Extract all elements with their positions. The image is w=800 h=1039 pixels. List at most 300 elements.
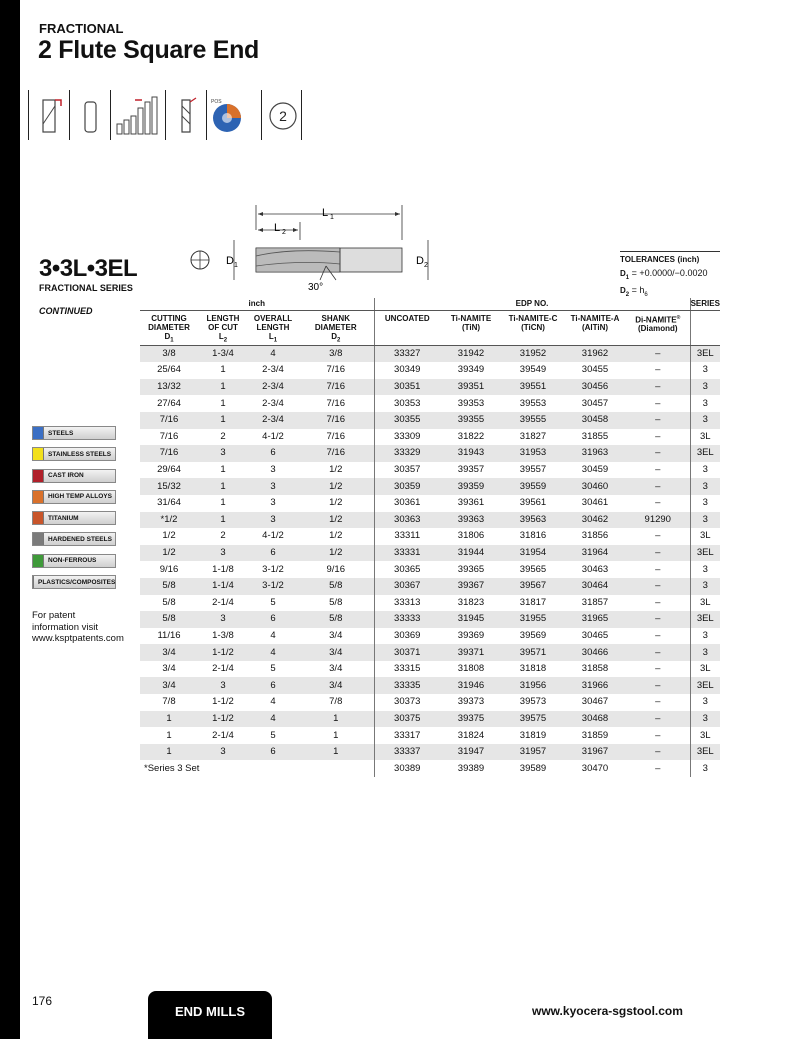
cell-uncoated: 30363 [374,512,440,529]
tolerances-unit: (inch) [677,255,700,264]
tol-d2-label: D [620,285,626,295]
cell-tin: 39371 [440,644,502,661]
table-row [140,462,720,479]
cell-uncoated: 30373 [374,694,440,711]
cell-diamond: – [655,430,661,442]
cell-altin: 31964 [564,545,626,562]
cell-length-of-cut: 1 [198,512,248,529]
cell-altin: 30456 [564,379,626,396]
cell-overall-length: 3 [270,464,276,476]
col-ticn: Ti-NAMITE-C (TiCN) [502,310,564,346]
cell-series: 3 [690,362,720,379]
end-mill-dimension-diagram [190,200,450,292]
table-row [140,561,720,578]
cell-tin: 39375 [440,711,502,728]
cell-overall-length: 6 [248,611,298,628]
material-swatch [33,448,44,460]
cell-tin: 31808 [457,663,485,675]
cell-series: 3 [690,644,720,661]
cell-ticn: 39561 [519,497,547,509]
table-row [140,512,720,529]
cell-shank-diameter: 1/2 [329,497,343,509]
cell-altin: 31962 [564,346,626,363]
cell-uncoated: 30371 [374,644,440,661]
cell-ticn: 31956 [502,677,564,694]
cell-shank-diameter: 3/4 [329,663,343,675]
cell-diamond: – [626,478,690,495]
cell-diamond: – [655,629,661,641]
table-row [140,495,720,512]
table-row [140,727,720,744]
cell-uncoated: 33313 [374,595,440,612]
cell-length-of-cut: 2 [220,430,226,442]
cell-overall-length: 4-1/2 [262,430,284,442]
square-end-icon [28,90,69,140]
table-row [140,528,720,545]
cell-tin: 31824 [457,729,485,741]
cell-overall-length: 4-1/2 [262,530,284,542]
cell-length-of-cut: 1 [220,364,226,376]
cell-length-of-cut: 3 [198,677,248,694]
tol-d1-label: D [620,269,626,278]
cell-altin: 31967 [564,744,626,761]
col-altin: Ti-NAMITE-A (AlTiN) [564,310,626,346]
table-row [140,379,720,396]
table-row [140,429,720,446]
cell-ticn: 31819 [519,729,547,741]
cell-shank-diameter: 1 [333,729,339,741]
group-series: SERIES [690,299,720,308]
cell-shank-diameter: 3/4 [298,677,374,694]
cell-cutting-diameter: 1/2 [140,545,198,562]
cell-tin: 39369 [457,629,485,641]
cell-altin: 30461 [581,497,609,509]
cell-diamond: – [655,729,661,741]
cell-shank-diameter: 7/16 [326,397,345,409]
l2-sub: 2 [282,229,286,236]
cell-cutting-diameter: 1/2 [162,530,176,542]
cell-cutting-diameter: 7/16 [159,430,179,442]
tolerances-box [620,251,720,298]
tolerances-heading: TOLERANCES [620,255,675,264]
cell-ticn: 31817 [519,596,547,608]
cell-uncoated: 33329 [374,445,440,462]
cell-altin: 30455 [581,364,609,376]
cell-tin: 39359 [440,478,502,495]
cell-length-of-cut: 2-1/4 [212,729,234,741]
cell-tin: 31946 [440,677,502,694]
cell-overall-length: 4 [270,696,276,708]
cell-cutting-diameter: 7/8 [162,696,176,708]
cell-cutting-diameter: 25/64 [157,364,181,376]
cell-length-of-cut: 1 [198,412,248,429]
cell-series: 3 [690,760,720,777]
cell-cutting-diameter: 13/32 [140,379,198,396]
cell-series: 3 [690,561,720,578]
col-cutting-diameter: CUTTING DIAMETER $D_1$ [140,310,198,346]
cell-uncoated: 30367 [374,578,440,595]
cell-series: 3L [690,661,720,678]
table-row [140,445,720,462]
cell-ticn: 39575 [502,711,564,728]
cell-series: 3L [690,595,720,612]
cell-ticn: 39557 [519,464,547,476]
table-row [140,611,720,628]
cell-altin: 30458 [564,412,626,429]
flute-count-icon [261,90,302,140]
cell-shank-diameter: 7/8 [329,696,343,708]
cell-diamond: – [626,578,690,595]
cell-tin: 39365 [457,563,485,575]
cell-cutting-diameter: 5/8 [140,578,198,595]
cell-uncoated: 30375 [374,711,440,728]
cell-cutting-diameter: 5/8 [162,596,176,608]
cell-series: 3 [690,478,720,495]
cell-altin: 31963 [564,445,626,462]
continued-label: CONTINUED [39,306,93,316]
cell-diamond: – [626,611,690,628]
cell-shank-diameter: 7/16 [326,364,345,376]
material-item [32,426,116,440]
cell-diamond: – [626,412,690,429]
table-row [140,628,720,645]
cell-series: 3 [690,694,720,711]
cell-cutting-diameter: 31/64 [157,497,181,509]
material-item [32,511,116,525]
d2-sub: 2 [424,262,428,269]
material-swatch [33,576,34,588]
cell-tin: 39367 [440,578,502,595]
cell-altin: 31966 [564,677,626,694]
table-group-header [140,298,720,310]
table-row [140,395,720,412]
cell-length-of-cut: 1-3/4 [198,346,248,363]
cell-ticn: 39565 [519,563,547,575]
cell-altin: 31859 [581,729,609,741]
cell-altin: 30457 [581,397,609,409]
cell-series: 3EL [690,744,720,761]
cell-ticn: 31818 [519,663,547,675]
section-tab[interactable]: END MILLS [148,991,272,1039]
table-row [140,545,720,562]
cell-diamond: – [626,545,690,562]
helix-angle-icon [165,90,206,140]
cell-tin: 39357 [457,464,485,476]
table-row [140,677,720,694]
cell-ticn: 39567 [502,578,564,595]
cell-overall-length: 5 [270,729,276,741]
tol-d2-sub: 2 [625,291,630,298]
d1-sub: 1 [234,262,238,269]
d1-label: D [226,255,234,267]
cell-cutting-diameter: *1/2 [140,512,198,529]
edp-table-wrapper [140,298,720,777]
cell-uncoated: 33315 [374,661,440,678]
cell-uncoated: 30357 [374,462,440,479]
cell-diamond: – [626,644,690,661]
cell-uncoated: 30389 [374,760,440,777]
l1-label: L [322,207,329,219]
cell-altin: 31855 [581,430,609,442]
table-row-set [140,760,720,777]
cell-series: 3L [690,528,720,545]
cell-cutting-diameter: 3/4 [140,644,198,661]
cell-ticn: 31957 [502,744,564,761]
cell-length-of-cut: 1-1/8 [212,563,234,575]
cell-ticn: 31952 [502,346,564,363]
cell-tin: 31943 [440,445,502,462]
cell-uncoated: 30351 [374,379,440,396]
page-title: 2 Flute Square End [38,36,260,64]
material-label: TITANIUM [48,514,79,522]
cell-tin: 39353 [457,397,485,409]
table-row [140,478,720,495]
cell-series: 3EL [690,611,720,628]
table-row [140,644,720,661]
cell-series: 3 [690,711,720,728]
cell-uncoated: 30349 [374,362,440,379]
material-swatch [33,427,44,439]
cell-tin: 39373 [457,696,485,708]
cell-altin: 30464 [564,578,626,595]
cell-ticn: 39571 [502,644,564,661]
cell-ticn: 39569 [519,629,547,641]
cell-altin: 30466 [564,644,626,661]
cell-altin: 31858 [581,663,609,675]
cell-overall-length: 5 [270,663,276,675]
left-edge-bar [0,0,20,1039]
cell-diamond: – [655,464,661,476]
cell-diamond: – [655,596,661,608]
helix-angle-label: 30° [308,282,324,292]
cell-cutting-diameter: 3/4 [140,677,198,694]
cell-overall-length: 3 [270,497,276,509]
cell-length-of-cut: 1-1/2 [212,696,234,708]
page-number: 176 [32,994,53,1008]
cell-length-of-cut: 1 [220,464,226,476]
table-row [140,661,720,678]
cell-tin: 39361 [457,497,485,509]
material-swatch [33,491,44,503]
cell-series: 3 [690,395,720,412]
cell-overall-length: 4 [248,346,298,363]
cell-altin: 30468 [564,711,626,728]
tol-d1-sub: 1 [625,274,630,281]
cell-altin: 31857 [581,596,609,608]
cell-shank-diameter: 1/2 [329,464,343,476]
table-row [140,595,720,612]
cell-overall-length: 3-1/2 [262,563,284,575]
cylindrical-shank-icon [69,90,110,140]
cell-series: 3 [690,379,720,396]
cell-shank-diameter: 3/4 [298,644,374,661]
cell-overall-length: 3 [248,512,298,529]
cell-shank-diameter: 1/2 [298,512,374,529]
cell-cutting-diameter: 1 [140,744,198,761]
cell-overall-length: 4 [248,711,298,728]
cell-length-of-cut: 3 [198,744,248,761]
cell-length-of-cut: 1 [220,397,226,409]
cell-tin: 39363 [440,512,502,529]
feature-icon-row [28,90,302,140]
cell-length-of-cut: 3 [198,545,248,562]
material-label: HIGH TEMP ALLOYS [48,493,112,501]
cell-uncoated: 30355 [374,412,440,429]
series-subtitle: FRACTIONAL SERIES [39,283,133,293]
cell-tin: 39351 [440,379,502,396]
col-shank-diameter: SHANK DIAMETER $D_2$ [298,310,374,346]
cell-diamond: 91290 [626,512,690,529]
col-tin: Ti-NAMITE (TiN) [440,310,502,346]
cell-uncoated: 33327 [374,346,440,363]
material-item [32,575,116,589]
cell-length-of-cut: 1 [220,497,226,509]
cell-diamond: – [626,346,690,363]
cell-length-of-cut: 2-1/4 [212,596,234,608]
cell-uncoated: 30361 [374,495,440,512]
cell-shank-diameter: 5/8 [298,578,374,595]
cell-shank-diameter: 1/2 [298,478,374,495]
cell-ticn: 39573 [519,696,547,708]
cell-diamond: – [655,530,661,542]
edp-table [140,298,720,777]
cell-shank-diameter: 3/8 [298,346,374,363]
cell-cutting-diameter: 27/64 [157,397,181,409]
cell-overall-length: 4 [270,629,276,641]
patent-note [32,610,124,645]
cell-diamond: – [626,445,690,462]
cell-shank-diameter: 7/16 [298,412,374,429]
table-row [140,694,720,711]
cell-series: 3EL [690,346,720,363]
l2-label: L [274,222,281,234]
table-row [140,412,720,429]
cell-shank-diameter: 1 [298,711,374,728]
material-swatch [33,512,44,524]
tolerance-d2 [620,285,720,298]
cell-cutting-diameter: 5/8 [140,611,198,628]
col-diamond: Di-NAMITE® (Diamond) [626,310,690,346]
patent-link[interactable]: www.ksptpatents.com [32,633,124,644]
cell-ticn: 31816 [519,530,547,542]
cell-tin: 31942 [440,346,502,363]
cell-overall-length: 3-1/2 [248,578,298,595]
cell-cutting-diameter: 7/16 [140,412,198,429]
l1-sub: 1 [330,214,334,221]
cell-tin: 31947 [440,744,502,761]
cell-series: 3 [690,495,720,512]
cell-length-of-cut: 1 [198,478,248,495]
cell-tin: 39389 [440,760,502,777]
cell-overall-length: 2-3/4 [248,412,298,429]
cell-diamond: – [655,696,661,708]
cell-altin: 30465 [581,629,609,641]
cell-tin: 39349 [457,364,485,376]
cell-cutting-diameter: 29/64 [157,464,181,476]
cell-series: 3 [690,578,720,595]
cell-ticn: 31954 [502,545,564,562]
section-label: FRACTIONAL [39,21,124,36]
cell-shank-diameter: 7/16 [298,445,374,462]
cell-length-of-cut: 1-1/2 [198,711,248,728]
material-swatch [33,470,44,482]
cell-diamond: – [626,379,690,396]
col-uncoated: UNCOATED [374,310,440,346]
material-label: PLASTICS/COMPOSITES [38,578,116,586]
cell-uncoated: 33335 [374,677,440,694]
cell-series: 3L [690,429,720,446]
cell-diamond: – [655,563,661,575]
material-item [32,490,116,504]
website-link[interactable]: www.kyocera-sgstool.com [532,1004,683,1018]
cell-shank-diameter: 9/16 [326,563,345,575]
cell-series: 3 [690,462,720,479]
material-label: CAST IRON [48,472,84,480]
tol-d2-value-sub: 6 [644,291,648,298]
material-label: STAINLESS STEELS [48,450,112,458]
cell-diamond: – [626,677,690,694]
material-swatch [33,533,44,545]
cell-diamond: – [655,364,661,376]
cell-uncoated: 30365 [374,561,440,578]
cell-tin: 39355 [440,412,502,429]
patent-line-1: For patent [32,610,76,621]
cell-uncoated: 30359 [374,478,440,495]
cell-uncoated: 33333 [374,611,440,628]
cell-shank-diameter: 3/4 [329,629,343,641]
col-length-of-cut: LENGTH OF CUT $L_2$ [198,310,248,346]
cell-diamond: – [655,497,661,509]
cell-shank-diameter: 1/2 [298,545,374,562]
cell-length-of-cut: 1-3/8 [212,629,234,641]
cell-diamond: – [655,397,661,409]
cell-overall-length: 4 [248,644,298,661]
cell-ticn: 39553 [519,397,547,409]
cell-altin: 30459 [581,464,609,476]
cell-series: 3EL [690,677,720,694]
material-item [32,554,116,568]
material-swatch [33,555,44,567]
cell-shank-diameter: 1 [298,744,374,761]
table-row [140,578,720,595]
tolerance-d1 [620,268,720,281]
cell-altin: 31965 [564,611,626,628]
cell-ticn: 31955 [502,611,564,628]
cell-tin: 31944 [440,545,502,562]
cell-diamond: – [626,711,690,728]
cell-overall-length: 2-3/4 [262,397,284,409]
cell-cutting-diameter: 1 [166,729,172,741]
table-row [140,346,720,363]
cell-ticn: 31827 [519,430,547,442]
cell-series: 3 [690,412,720,429]
cell-tin: 31806 [457,530,485,542]
material-item [32,469,116,483]
cell-ticn: 39589 [502,760,564,777]
material-label: STEELS [48,429,74,437]
material-legend [32,426,116,596]
cell-uncoated: 30369 [374,628,440,645]
cell-shank-diameter: 5/8 [329,596,343,608]
cell-overall-length: 2-3/4 [262,364,284,376]
material-item [32,447,116,461]
cell-cutting-diameter: 3/4 [162,663,176,675]
group-edp: EDP NO. [374,298,690,310]
cell-ticn: 39551 [502,379,564,396]
cell-overall-length: 6 [248,545,298,562]
cell-uncoated: 33317 [374,727,440,744]
cell-cutting-diameter: 3/8 [140,346,198,363]
